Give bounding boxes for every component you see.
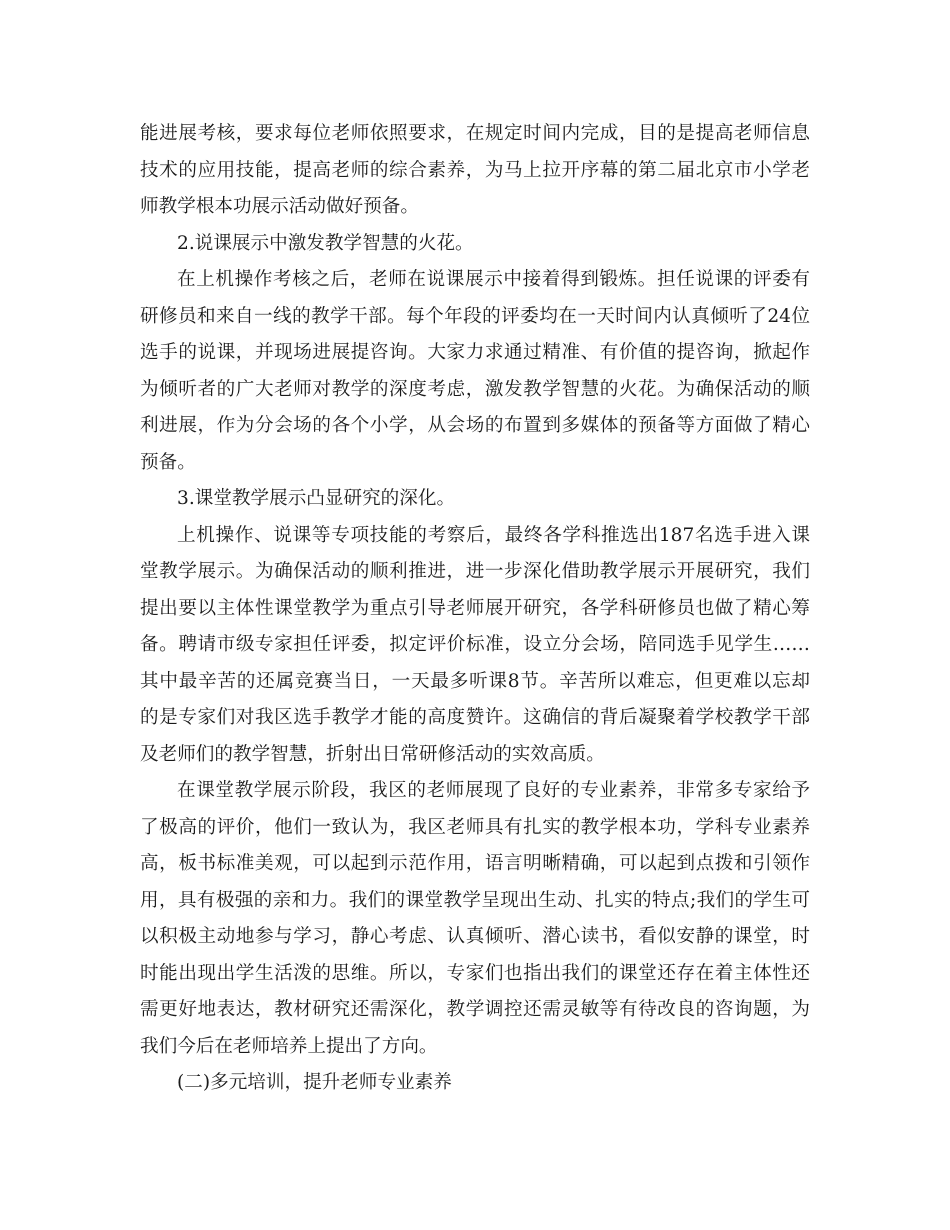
paragraph-line: 时能出现出学生活泼的思维。所以，专家们也指出我们的课堂还存在着主体性还 (140, 962, 810, 984)
paragraph-line: 提出要以主体性课堂教学为重点引导老师展开研究，各学科研修员也做了精心筹 (140, 597, 810, 619)
section-heading: 3.课堂教学展示凸显研究的深化。 (177, 488, 456, 509)
paragraph-line: 高，板书标准美观，可以起到示范作用，语言明晰精确，可以起到点拨和引领作 (140, 853, 810, 874)
paragraph-line: 利进展，作为分会场的各个小学，从会场的布置到多媒体的预备等方面做了精心 (140, 415, 810, 436)
paragraph-line: 预备。 (140, 451, 196, 473)
paragraph-line: 及老师们的教学智慧，折射出日常研修活动的实效高质。 (140, 743, 605, 765)
paragraph-line: 其中最辛苦的还属竞赛当日，一天最多听课8节。辛苦所以难忘，但更难以忘却 (140, 670, 810, 692)
paragraph-line: 师教学根本功展示活动做好预备。 (140, 196, 419, 217)
document-body (140, 116, 810, 1102)
paragraph-line: 用，具有极强的亲和力。我们的课堂教学呈现出生动、扎实的特点;我们的学生可 (140, 889, 810, 911)
paragraph-line: 能进展考核，要求每位老师依照要求，在规定时间内完成，目的是提高老师信息 (140, 123, 810, 144)
paragraph-line: 堂教学展示。为确保活动的顺利推进，进一步深化借助教学展示开展研究，我们 (140, 561, 810, 582)
section-heading: (二)多元培训，提升老师专业素养 (177, 1072, 452, 1093)
paragraph-line: 在上机操作考核之后，老师在说课展示中接着得到锻炼。担任说课的评委有 (177, 269, 810, 290)
paragraph-line: 备。聘请市级专家担任评委，拟定评价标准，设立分会场，陪同选手见学生…… (140, 634, 810, 655)
paragraph-line: 以积极主动地参与学习，静心考虑、认真倾听、潜心读书，看似安静的课堂，时 (140, 926, 810, 947)
paragraph-line: 了极高的评价，他们一致认为，我区老师具有扎实的教学根本功，学科专业素养 (140, 816, 810, 838)
paragraph-line: 需更好地表达，教材研究还需深化，教学调控还需灵敏等有待改良的咨询题，为 (140, 999, 810, 1020)
paragraph-line: 在课堂教学展示阶段，我区的老师展现了良好的专业素养，非常多专家给予 (177, 780, 810, 801)
paragraph-line: 为倾听者的广大老师对教学的深度考虑，激发教学智慧的火花。为确保活动的顺 (140, 378, 810, 400)
paragraph-line: 研修员和来自一线的教学干部。每个年段的评委均在一天时间内认真倾听了24位 (140, 305, 810, 327)
paragraph-line: 的是专家们对我区选手教学才能的高度赞许。这确信的背后凝聚着学校教学干部 (140, 707, 810, 728)
paragraph-line: 上机操作、说课等专项技能的考察后，最终各学科推选出187名选手进入课 (177, 524, 810, 546)
paragraph-line: 我们今后在老师培养上提出了方向。 (140, 1035, 438, 1057)
paragraph-line: 技术的应用技能，提高老师的综合素养，为马上拉开序幕的第二届北京市小学老 (140, 159, 810, 181)
paragraph-line: 选手的说课，并现场进展提咨询。大家力求通过精准、有价值的提咨询，掀起作 (140, 342, 810, 363)
section-heading: 2.说课展示中激发教学智慧的火花。 (177, 232, 474, 254)
